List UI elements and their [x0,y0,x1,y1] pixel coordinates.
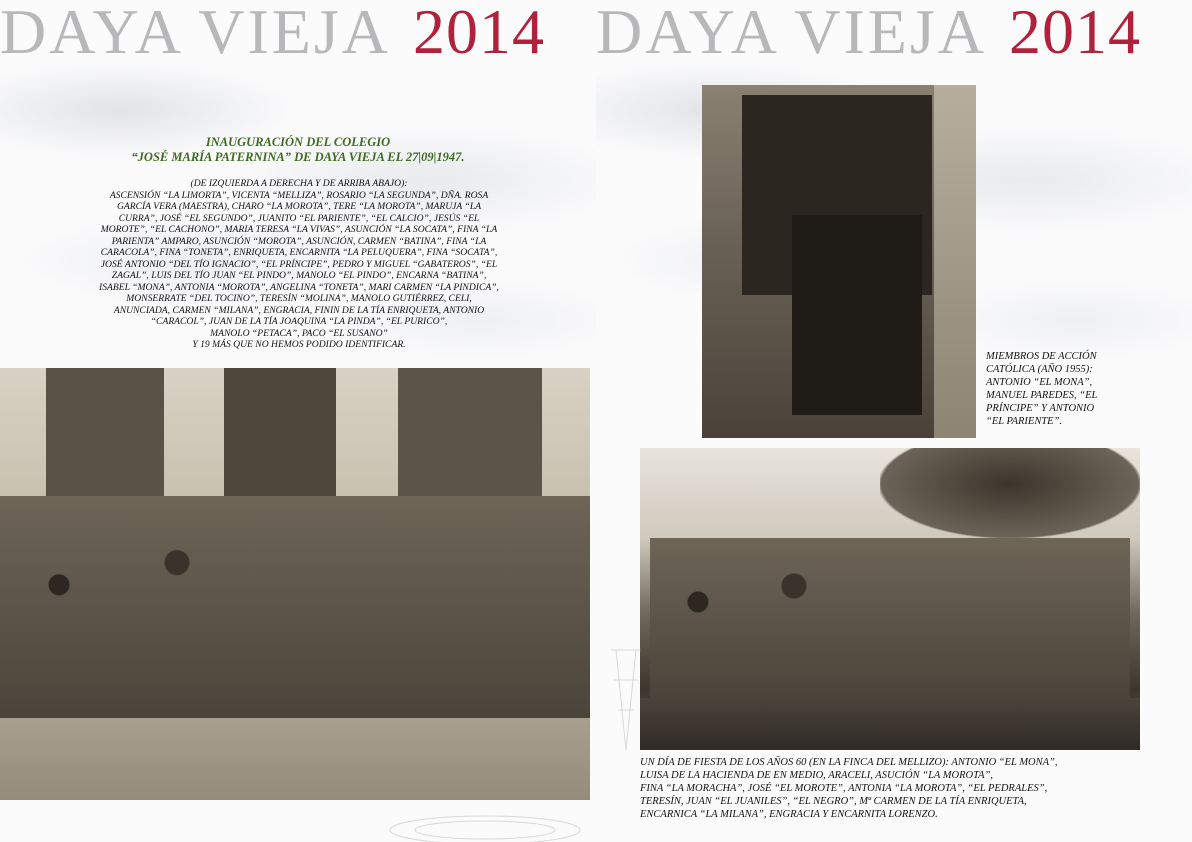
header-year: 2014 [412,0,545,67]
caption-line: CURRA”, JOSÉ “EL SEGUNDO”, JUANITO “EL PARIENTE”, “EL CALCIO”, JESÚS “EL [118,212,480,224]
caption-line: ISABEL “MONA”, ANTONIA “MOROTA”, ANGELINA “TONETA”, MARI CARMEN “LA PINDICA”, [99,281,499,293]
caption-line: CARACOLA”, FINA “TONETA”, ENRIQUETA, ENCARNITA “LA PELUQUERA”, FINA “SOCATA”, [100,247,498,258]
caption-line: TERESÍN, JUAN “EL JUANILES”, “EL NEGRO”, Mª CARMEN DE LA TÍA ENRIQUETA, [640,796,1027,807]
page-header-left [0,0,545,72]
caption-line: MIEMBROS DE ACCIÓN [986,351,1097,362]
caption-line: ANUNCIADA, CARMEN “MILANA”, ENGRACIA, FININ DE LA TÍA ENRIQUETA, ANTONIO [113,304,485,316]
caption-line: MANOLO “PETACA”, PACO “EL SUSANO” [210,327,388,339]
header-title: DAYA VIEJA [0,0,391,67]
caption-line: UN DÍA DE FIESTA DE LOS AÑOS 60 (EN LA FINCA DEL MELLIZO): ANTONIO “EL MONA”, [640,757,1058,768]
accion-catolica-photo [702,85,976,438]
fiesta-anos-60-photo [640,448,1140,750]
header-title: DAYA VIEJA [596,0,987,67]
school-group-photo [0,368,590,800]
caption-line: FINA “LA MORACHA”, JOSÉ “EL MOROTE”, ANTONIA “LA MOROTA”, “EL PEDRALES”, [640,783,1048,794]
accion-catolica-caption [986,350,1186,428]
caption-line: PARIENTA” AMPARO, ASUNCIÓN “MOROTA”, ASUNCIÓN, CARMEN “BATINA”, FINA “LA [111,235,487,247]
school-photo-caption [40,178,558,351]
caption-line: MANUEL PAREDES, “EL [986,390,1098,401]
caption-line: ZAGAL”, LUIS DEL TÍO JUAN “EL PINDO”, MANOLO “EL PINDO”, ENCARNA “BATINA”, [111,270,487,281]
caption-line: (DE IZQUIERDA A DERECHA Y DE ARRIBA ABAJO): [190,178,408,189]
page-header-right [596,0,1141,72]
tower-sketch-decoration [606,640,646,760]
caption-line: ANTONIO “EL MONA”, [986,377,1093,388]
title-line: “JOSÉ MARÍA PATERNINA” DE DAYA VIEJA EL 27|09|1947. [131,150,465,164]
caption-line: “CARACOL”, JUAN DE LA TÍA JOAQUINA “LA PINDA”, “EL PURICO”, [150,316,448,327]
title-line: INAUGURACIÓN DEL COLEGIO [205,135,391,149]
right-page [596,0,1192,842]
caption-line: ENCARNICA “LA MILANA”, ENGRACIA Y ENCARNITA LORENZO. [640,809,938,820]
header-year: 2014 [1008,0,1141,67]
caption-line: LUISA DE LA HACIENDA DE EN MEDIO, ARACELI, ASUCIÓN “LA MOROTA”, [640,770,994,781]
caption-line: GARCÍA VERA (MAESTRA), CHARO “LA MOROTA”, TERE “LA MOROTA”, MARUJA “LA [116,201,482,212]
caption-line: “EL PARIENTE”. [986,416,1063,427]
caption-line: JOSÉ ANTONIO “DEL TÍO IGNACIO”, “EL PRÍNCIPE”, PEDRO Y MIGUEL “GABATEROS”, “EL [100,258,498,270]
fiesta-caption [640,756,1160,821]
tower-sketch-decoration [380,800,590,842]
caption-line: CATÓLICA (AÑO 1955): [986,364,1093,375]
caption-line: MONSERRATE “DEL TOCINO”, TERESÍN “MOLINA”, MANOLO GUTIÉRREZ, CELI, [126,293,472,304]
caption-line: PRÍNCIPE” Y ANTONIO [986,403,1095,414]
caption-line: MOROTE”, “EL CACHONO”, MARIA TERESA “LA VIVAS”, ASUNCIÓN “LA SOCATA”, FINA “LA [100,224,498,235]
caption-line: Y 19 MÁS QUE NO HEMOS PODIDO IDENTIFICAR. [192,339,406,350]
caption-line: ASCENSIÓN “LA LIMORTA”, VICENTA “MELLIZA”, ROSARIO “LA SEGUNDA”, DÑA. ROSA [109,189,489,201]
school-inauguration-title [40,135,556,165]
